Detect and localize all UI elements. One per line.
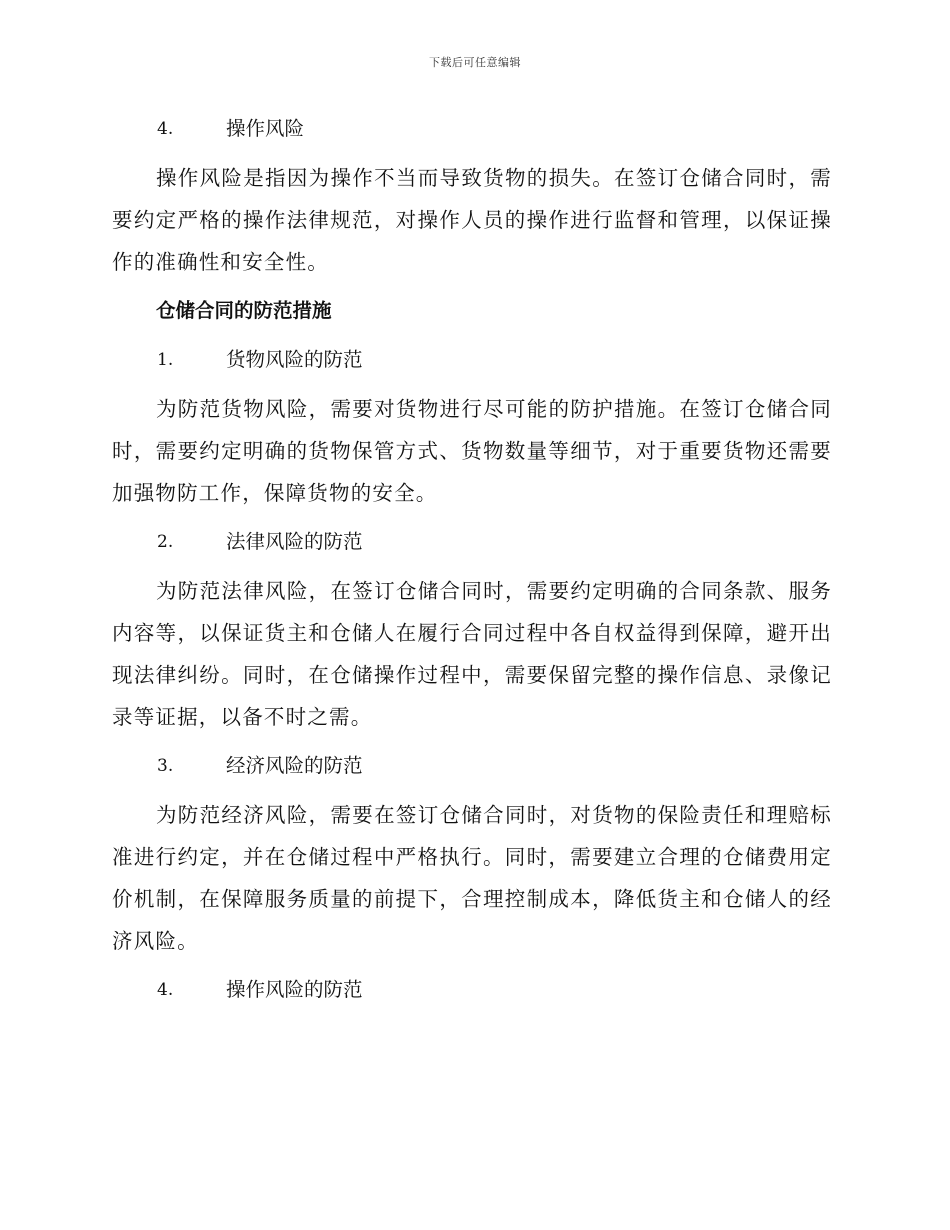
page-header: 下载后可任意编辑 bbox=[429, 56, 521, 69]
paragraph-operation-risk: 操作风险是指因为操作不当而导致货物的损失。在签订仓储合同时，需要约定严格的操作法律规范，对操作人员的操作进行监督和管理，以保证操作的准确性和安全性。 bbox=[112, 166, 832, 274]
paragraph-legal-risk-prevention: 为防范法律风险，在签订仓储合同时，需要约定明确的合同条款、服务内容等，以保证货主和仓储人在履行合同过程中各自权益得到保障，避开出现法律纠纷。同时，在仓储操作过程中，需要保留完整的操作信息、录像记录等证据，以备不时之需。 bbox=[112, 579, 832, 729]
list-item-operation-risk-prevention bbox=[112, 969, 832, 1011]
item-title: 操作风险 bbox=[226, 117, 305, 140]
item-title: 法律风险的防范 bbox=[226, 530, 363, 553]
paragraph-goods-risk-prevention: 为防范货物风险，需要对货物进行尽可能的防护措施。在签订仓储合同时，需要约定明确的货物保管方式、货物数量等细节，对于重要货物还需要加强物防工作，保障货物的安全。 bbox=[112, 397, 832, 505]
item-number: 4. bbox=[157, 980, 174, 1000]
item-number: 2. bbox=[157, 532, 174, 552]
item-title: 操作风险的防范 bbox=[226, 978, 363, 1001]
list-item-operation-risk bbox=[112, 108, 832, 150]
document-body bbox=[112, 108, 832, 1018]
item-number: 1. bbox=[157, 350, 174, 370]
list-item-economic-risk-prevention bbox=[112, 745, 832, 787]
item-number: 3. bbox=[157, 756, 174, 776]
section-heading: 仓储合同的防范措施 bbox=[156, 299, 332, 322]
item-title: 经济风险的防范 bbox=[226, 754, 363, 777]
item-title: 货物风险的防范 bbox=[226, 348, 363, 371]
list-item-legal-risk-prevention bbox=[112, 521, 832, 563]
paragraph-economic-risk-prevention: 为防范经济风险，需要在签订仓储合同时，对货物的保险责任和理赔标准进行约定，并在仓储过程中严格执行。同时，需要建立合理的仓储费用定价机制，在保障服务质量的前提下，合理控制成本，降低货主和仓储人的经济风险。 bbox=[112, 803, 832, 953]
item-number: 4. bbox=[157, 119, 174, 139]
list-item-goods-risk-prevention bbox=[112, 339, 832, 381]
